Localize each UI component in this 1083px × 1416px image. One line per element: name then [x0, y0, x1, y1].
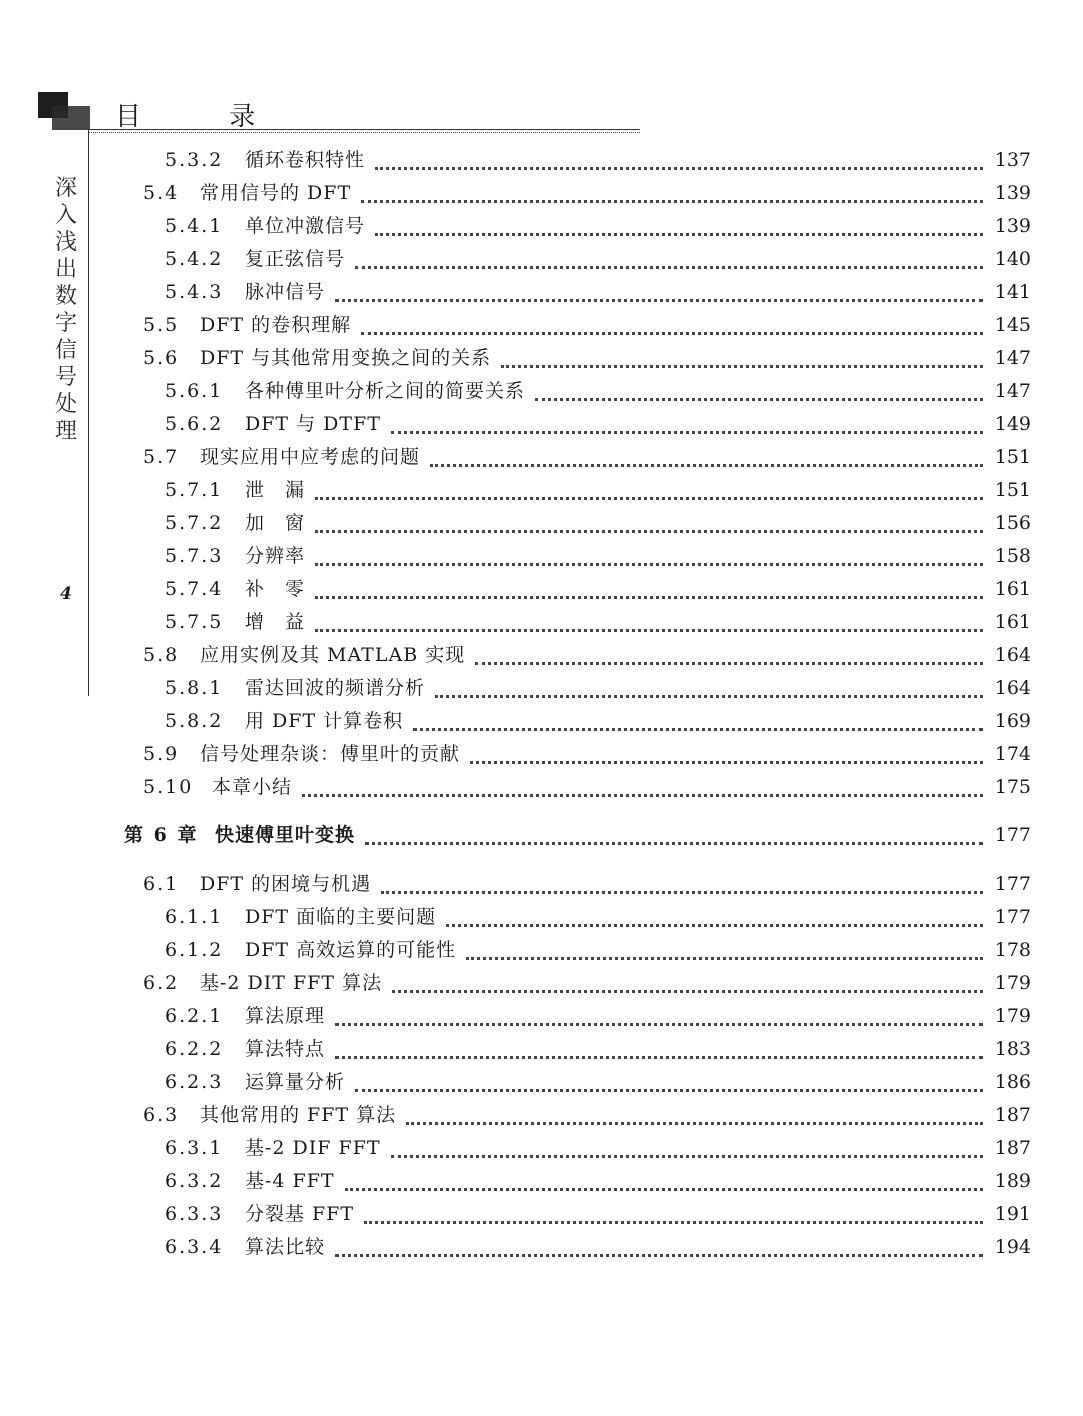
toc-entry	[0, 509, 1083, 537]
toc-section-number: 6.3	[143, 1104, 180, 1126]
toc-entry	[0, 1167, 1083, 1195]
toc-section-number: 5.3.2	[165, 149, 224, 171]
toc-page-number: 161	[994, 611, 1031, 633]
toc-section-title: 基-4 FFT	[245, 1170, 335, 1192]
toc-section-number: 5.7.2	[165, 512, 224, 534]
toc-section-title: 脉冲信号	[245, 281, 326, 303]
toc-entry	[0, 1002, 1083, 1030]
toc-page-number: 145	[994, 314, 1031, 336]
toc-section-number: 5.7	[143, 446, 180, 468]
toc-section-number: 5.6.1	[165, 380, 224, 402]
toc-section-number: 6.1	[143, 873, 180, 895]
toc-leader-dots	[381, 891, 983, 894]
toc-section-number: 6.3.3	[165, 1203, 224, 1225]
toc-leader-dots	[335, 1254, 983, 1257]
toc-page-number: 156	[994, 512, 1031, 534]
toc-entry	[0, 740, 1083, 768]
toc-leader-dots	[335, 1056, 983, 1059]
toc-leader-dots	[375, 233, 983, 236]
book-title-vertical: 深入浅出数字信号处理	[54, 176, 77, 444]
toc-page-number: 175	[994, 776, 1031, 798]
toc-entry	[0, 1200, 1083, 1228]
toc-entry	[0, 542, 1083, 570]
toc-section-title: DFT 的困境与机遇	[200, 873, 372, 895]
toc-page-number: 179	[994, 1005, 1031, 1027]
toc-page-number: 164	[994, 644, 1031, 666]
toc-section-number: 第 6 章	[124, 824, 199, 846]
toc-section-title: 增 益	[245, 611, 306, 633]
toc-section-title: 本章小结	[212, 776, 293, 798]
toc-page-number: 158	[994, 545, 1031, 567]
toc-page-number: 177	[994, 906, 1031, 928]
toc-section-title: DFT 面临的主要问题	[245, 906, 437, 928]
toc-leader-dots	[475, 662, 983, 665]
toc-leader-dots	[355, 266, 983, 269]
toc-leader-dots	[361, 200, 983, 203]
toc-section-number: 5.7.1	[165, 479, 224, 501]
toc-section-number: 5.6.2	[165, 413, 224, 435]
toc-entry	[0, 410, 1083, 438]
toc-section-title: 加 窗	[245, 512, 306, 534]
toc-section-number: 5.4.3	[165, 281, 224, 303]
toc-page-number: 177	[994, 824, 1031, 846]
toc-section-number: 6.3.4	[165, 1236, 224, 1258]
toc-page-number: 178	[994, 939, 1031, 961]
toc-section-number: 6.1.1	[165, 906, 224, 928]
toc-section-title: 补 零	[245, 578, 306, 600]
toc-section-title: 信号处理杂谈：傅里叶的贡献	[200, 743, 461, 765]
toc-section-title: 复正弦信号	[245, 248, 346, 270]
toc-leader-dots	[335, 1023, 983, 1026]
toc-leader-dots	[501, 365, 983, 368]
toc-entry	[0, 773, 1083, 801]
toc-leader-dots	[315, 596, 983, 599]
toc-section-number: 5.7.4	[165, 578, 224, 600]
toc-section-number: 5.9	[143, 743, 180, 765]
toc-leader-dots	[470, 761, 983, 764]
toc-leader-dots	[335, 299, 983, 302]
toc-entry	[0, 1068, 1083, 1096]
toc-section-title: 雷达回波的频谱分析	[245, 677, 426, 699]
toc-section-number: 5.7.3	[165, 545, 224, 567]
toc-leader-dots	[413, 728, 983, 731]
toc-entry	[0, 245, 1083, 273]
toc-entry	[0, 443, 1083, 471]
toc-section-title: 循环卷积特性	[245, 149, 366, 171]
toc-page-number: 186	[994, 1071, 1031, 1093]
toc-section-number: 5.4.1	[165, 215, 224, 237]
toc-leader-dots	[391, 1155, 983, 1158]
toc-section-number: 6.2.2	[165, 1038, 224, 1060]
toc-leader-dots	[391, 431, 983, 434]
toc-entry	[0, 641, 1083, 669]
toc-page-number: 179	[994, 972, 1031, 994]
toc-section-number: 6.2	[143, 972, 180, 994]
toc-leader-dots	[446, 924, 983, 927]
toc-page-number: 139	[994, 215, 1031, 237]
toc-page-number: 194	[994, 1236, 1031, 1258]
toc-entry	[0, 476, 1083, 504]
toc-section-title: 分辨率	[245, 545, 306, 567]
toc-leader-dots	[365, 842, 983, 845]
toc-section-number: 5.10	[143, 776, 194, 798]
toc-section-title: 各种傅里叶分析之间的简要关系	[245, 380, 526, 402]
toc-entry	[0, 575, 1083, 603]
toc-section-title: 泄 漏	[245, 479, 306, 501]
toc-leader-dots	[315, 629, 983, 632]
toc-page-number: 151	[994, 446, 1031, 468]
page-title: 目 录	[115, 102, 296, 132]
toc-section-title: 算法特点	[245, 1038, 326, 1060]
toc-page-number: 147	[994, 347, 1031, 369]
toc-entry	[0, 179, 1083, 207]
toc-entry	[0, 969, 1083, 997]
toc-page-number: 174	[994, 743, 1031, 765]
toc-entry	[0, 674, 1083, 702]
toc-entry	[0, 278, 1083, 306]
toc-entry	[0, 311, 1083, 339]
toc-page-number: 191	[994, 1203, 1031, 1225]
header-corner-mark-shadow	[52, 106, 90, 130]
toc-leader-dots	[345, 1188, 983, 1191]
toc-leader-dots	[361, 332, 983, 335]
toc-page-number: 183	[994, 1038, 1031, 1060]
toc-section-title: 现实应用中应考虑的问题	[200, 446, 421, 468]
toc-page-number: 139	[994, 182, 1031, 204]
toc-page-number: 169	[994, 710, 1031, 732]
toc-entry	[0, 146, 1083, 174]
toc-entry	[0, 903, 1083, 931]
toc-section-number: 6.3.2	[165, 1170, 224, 1192]
toc-leader-dots	[315, 497, 983, 500]
toc-section-title: 其他常用的 FFT 算法	[200, 1104, 397, 1126]
toc-entry	[0, 344, 1083, 372]
toc-section-title: 分裂基 FFT	[245, 1203, 355, 1225]
toc-section-number: 6.2.1	[165, 1005, 224, 1027]
toc-leader-dots	[406, 1122, 983, 1125]
toc-section-title: 算法比较	[245, 1236, 326, 1258]
header-rule	[88, 129, 640, 130]
toc-section-number: 5.8.2	[165, 710, 224, 732]
toc-section-title: 应用实例及其 MATLAB 实现	[200, 644, 466, 666]
toc-page-number: 147	[994, 380, 1031, 402]
toc-entry	[0, 707, 1083, 735]
toc-section-title: DFT 与其他常用变换之间的关系	[200, 347, 492, 369]
toc-section-number: 5.5	[143, 314, 180, 336]
toc-section-number: 6.3.1	[165, 1137, 224, 1159]
toc-section-title: 常用信号的 DFT	[200, 182, 352, 204]
toc-page-number: 164	[994, 677, 1031, 699]
toc-entry	[0, 936, 1083, 964]
header-rule-dotted	[88, 132, 640, 133]
toc-leader-dots	[430, 464, 983, 467]
toc-entry	[0, 608, 1083, 636]
toc-section-title: DFT 的卷积理解	[200, 314, 352, 336]
toc-section-title: DFT 高效运算的可能性	[245, 939, 457, 961]
toc-section-title: 用 DFT 计算卷积	[245, 710, 404, 732]
toc-leader-dots	[315, 530, 983, 533]
toc-leader-dots	[466, 957, 983, 960]
toc-page-number: 161	[994, 578, 1031, 600]
toc-section-title: 运算量分析	[245, 1071, 346, 1093]
toc-section-number: 5.8	[143, 644, 180, 666]
toc-entry	[0, 1233, 1083, 1261]
toc-leader-dots	[535, 398, 983, 401]
toc-section-number: 6.2.3	[165, 1071, 224, 1093]
toc-entry	[0, 1035, 1083, 1063]
toc-leader-dots	[302, 794, 983, 797]
toc-section-title: 快速傅里叶变换	[215, 824, 356, 846]
toc-leader-dots	[364, 1221, 983, 1224]
toc-section-number: 5.4	[143, 182, 180, 204]
toc-page-number: 187	[994, 1104, 1031, 1126]
page-number: 4	[60, 584, 72, 604]
toc-page-number: 189	[994, 1170, 1031, 1192]
toc-section-title: 单位冲激信号	[245, 215, 366, 237]
toc-section-number: 6.1.2	[165, 939, 224, 961]
toc-page-number: 141	[994, 281, 1031, 303]
toc-section-number: 5.6	[143, 347, 180, 369]
toc-leader-dots	[315, 563, 983, 566]
toc-section-number: 5.4.2	[165, 248, 224, 270]
toc-page-number: 177	[994, 873, 1031, 895]
toc-section-title: 算法原理	[245, 1005, 326, 1027]
toc-entry	[0, 870, 1083, 898]
toc-page-number: 149	[994, 413, 1031, 435]
chapter-entry	[0, 821, 1083, 849]
toc-entry	[0, 1101, 1083, 1129]
toc-page-number: 151	[994, 479, 1031, 501]
toc-entry	[0, 377, 1083, 405]
toc-section-number: 5.8.1	[165, 677, 224, 699]
toc-leader-dots	[392, 990, 983, 993]
toc-page-number: 140	[994, 248, 1031, 270]
toc-leader-dots	[355, 1089, 983, 1092]
toc-section-number: 5.7.5	[165, 611, 224, 633]
toc-page-number: 187	[994, 1137, 1031, 1159]
toc-leader-dots	[435, 695, 983, 698]
toc-section-title: 基-2 DIT FFT 算法	[200, 972, 383, 994]
toc-leader-dots	[375, 167, 983, 170]
toc-page-number: 137	[994, 149, 1031, 171]
toc-entry	[0, 212, 1083, 240]
toc-entry	[0, 1134, 1083, 1162]
toc-section-title: DFT 与 DTFT	[245, 413, 381, 435]
toc-section-title: 基-2 DIF FFT	[245, 1137, 381, 1159]
